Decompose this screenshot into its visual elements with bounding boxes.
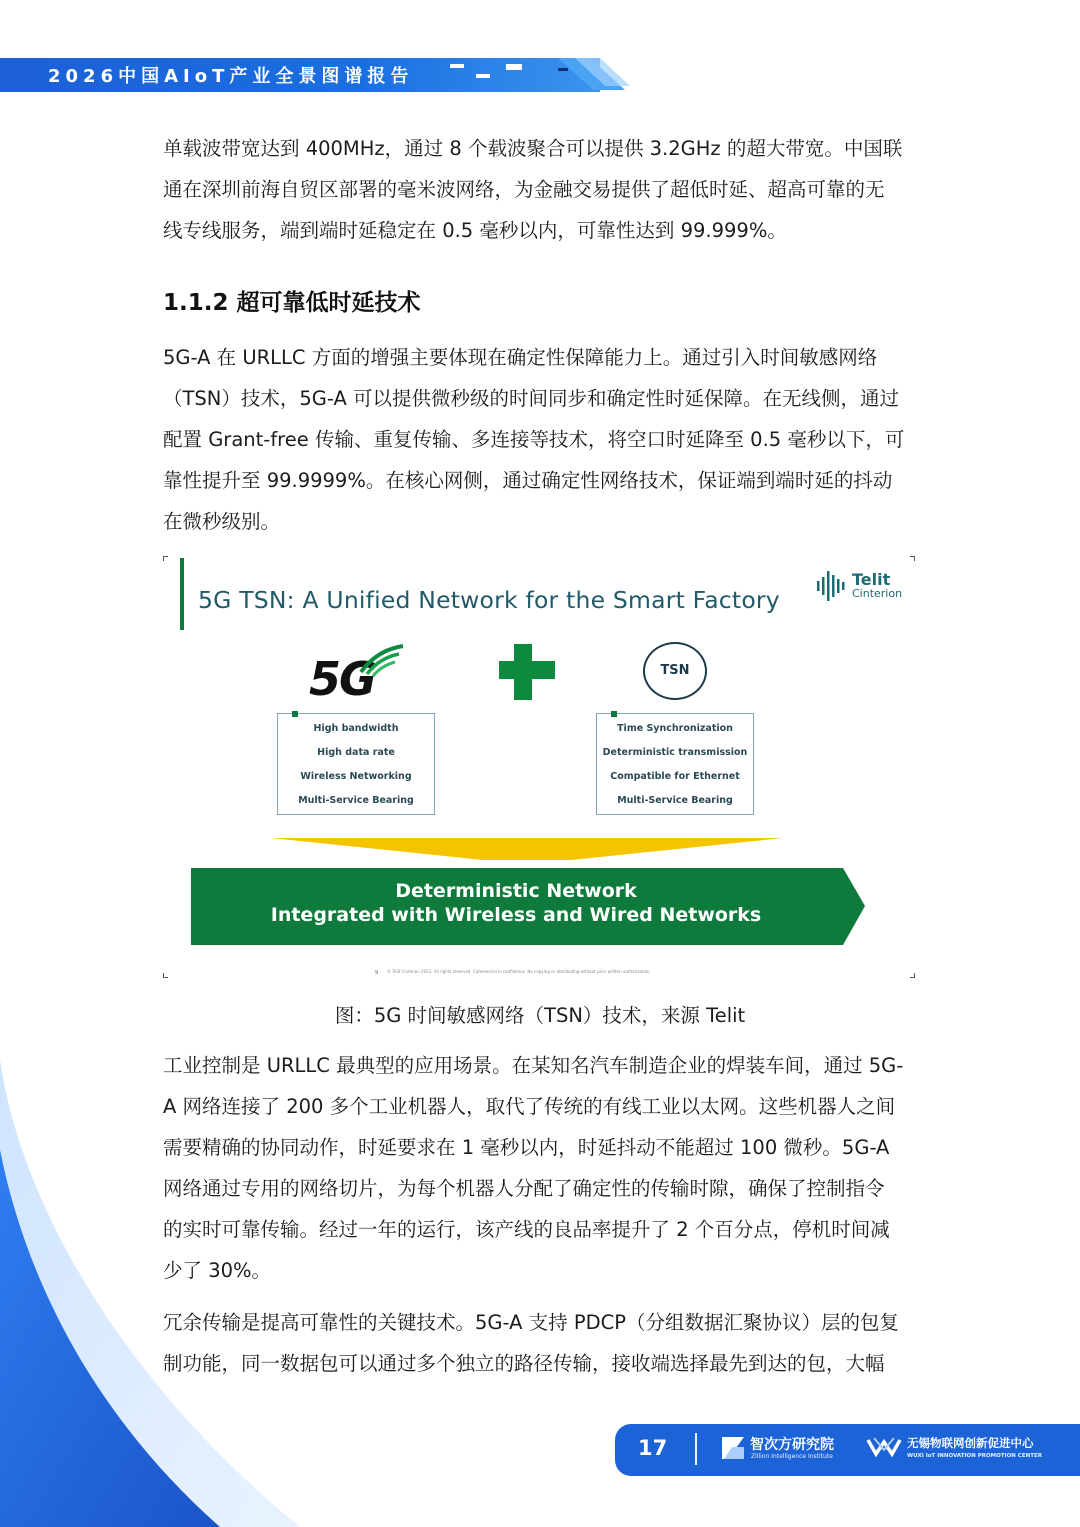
feature-item: Multi-Service Bearing xyxy=(617,795,733,806)
text-line: 冗余传输是提高可靠性的关键技术。5G-A 支持 PDCP（分组数据汇聚协议）层的包复 xyxy=(163,1311,900,1334)
tsn-figure xyxy=(163,556,915,978)
figure-corner xyxy=(910,556,915,561)
banner-line-1: Deterministic Network xyxy=(395,880,637,902)
text-line: 通在深圳前海自贸区部署的毫米波网络，为金融交易提供了超低时延、超高可靠的无 xyxy=(163,178,885,201)
text-line: 的实时可靠传输。经过一年的运行，该产线的良品率提升了 2 个百分点，停机时间减 xyxy=(163,1218,890,1241)
text-line: 制功能，同一数据包可以通过多个独立的路径传输，接收端选择最先到达的包，大幅 xyxy=(163,1352,885,1375)
fiveg-features-box xyxy=(277,713,435,815)
slide-number: 9 xyxy=(375,970,379,976)
figure-caption: 图：5G 时间敏感网络（TSN）技术，来源 Telit xyxy=(334,1004,746,1027)
box-marker xyxy=(292,711,298,717)
zillion-logo-icon xyxy=(718,1433,748,1463)
wuxi-iot-logo-name: 无锡物联网创新促进中心 xyxy=(907,1436,1034,1450)
signal-waves-icon xyxy=(359,642,409,682)
figure-corner xyxy=(910,973,915,978)
tsn-features-box xyxy=(596,713,754,815)
telit-logo-name: Telit xyxy=(852,570,891,589)
page-number: 17 xyxy=(638,1436,668,1460)
text-line: 需要精确的协同动作，时延要求在 1 毫秒以内，时延抖动不能超过 100 微秒。5G-A xyxy=(163,1136,890,1159)
feature-item: Multi-Service Bearing xyxy=(298,795,414,806)
banner-line-2: Integrated with Wireless and Wired Networks xyxy=(270,904,762,926)
text-line: （TSN）技术，5G-A 可以提供微秒级的时间同步和确定性时延保障。在无线侧，通过 xyxy=(163,387,900,410)
feature-item: Deterministic transmission xyxy=(602,747,748,758)
title-accent-bar xyxy=(180,558,184,630)
tsn-circle: TSN xyxy=(643,642,707,700)
feature-item: High data rate xyxy=(317,747,395,758)
paragraph-3 xyxy=(163,1045,919,1291)
figure-corner xyxy=(163,973,168,978)
header-decoration xyxy=(440,56,640,96)
feature-item: High bandwidth xyxy=(313,723,399,734)
text-line: 5G-A 在 URLLC 方面的增强主要体现在确定性保障能力上。通过引入时间敏感网络 xyxy=(163,346,878,369)
paragraph-1 xyxy=(163,128,919,251)
section-heading: 1.1.2 超可靠低时延技术 xyxy=(163,290,421,316)
feature-item: Wireless Networking xyxy=(300,771,412,782)
text-line: 网络通过专用的网络切片，为每个机器人分配了确定性的传输时隙，确保了控制指令 xyxy=(163,1177,885,1200)
wuxi-iot-logo-icon xyxy=(866,1434,902,1460)
wuxi-iot-logo-english: WUXI IoT INNOVATION PROMOTION CENTER xyxy=(907,1453,1042,1459)
footer-divider xyxy=(695,1433,697,1465)
telit-logo-sub: Cinterion xyxy=(852,587,903,600)
text-line: 在微秒级别。 xyxy=(163,510,281,533)
text-line: 工业控制是 URLLC 最典型的应用场景。在某知名汽车制造企业的焊装车间，通过 5G- xyxy=(163,1054,904,1077)
text-line: A 网络连接了 200 多个工业机器人，取代了传统的有线工业以太网。这些机器人之间 xyxy=(163,1095,896,1118)
text-line: 单载波带宽达到 400MHz，通过 8 个载波聚合可以提供 3.2GHz 的超大带宽。中国联 xyxy=(163,137,903,160)
figure-title: 5G TSN: A Unified Network for the Smart Factory xyxy=(198,586,780,614)
feature-item: Compatible for Ethernet xyxy=(610,771,740,782)
zillion-logo-english: Zillion Intelligence Institute xyxy=(751,1453,833,1460)
box-marker xyxy=(611,711,617,717)
paragraph-2 xyxy=(163,337,919,542)
report-title: 2026中国AIoT产业全景图谱报告 xyxy=(48,66,414,87)
text-line: 线专线服务，端到端时延稳定在 0.5 毫秒以内，可靠性达到 99.999%。 xyxy=(163,219,787,242)
slide-copyright: © Telit Cinterion 2023. All rights reserved. Commercial in confidence. No copying or distributing without prior written authorization xyxy=(387,969,650,974)
figure-corner xyxy=(163,556,168,561)
convergence-arrow xyxy=(271,838,783,860)
zillion-logo-name: 智次方研究院 xyxy=(750,1437,834,1453)
plus-icon-bar xyxy=(499,661,555,679)
feature-item: Time Synchronization xyxy=(617,723,733,734)
paragraph-4 xyxy=(163,1302,919,1384)
text-line: 少了 30%。 xyxy=(163,1259,272,1282)
text-line: 靠性提升至 99.9999%。在核心网侧，通过确定性网络技术，保证端到端时延的抖动 xyxy=(163,469,893,492)
fiveg-logo-text: 5G xyxy=(309,652,375,706)
text-line: 配置 Grant-free 传输、重复传输、多连接等技术，将空口时延降至 0.5 毫秒以下，可 xyxy=(163,428,905,451)
